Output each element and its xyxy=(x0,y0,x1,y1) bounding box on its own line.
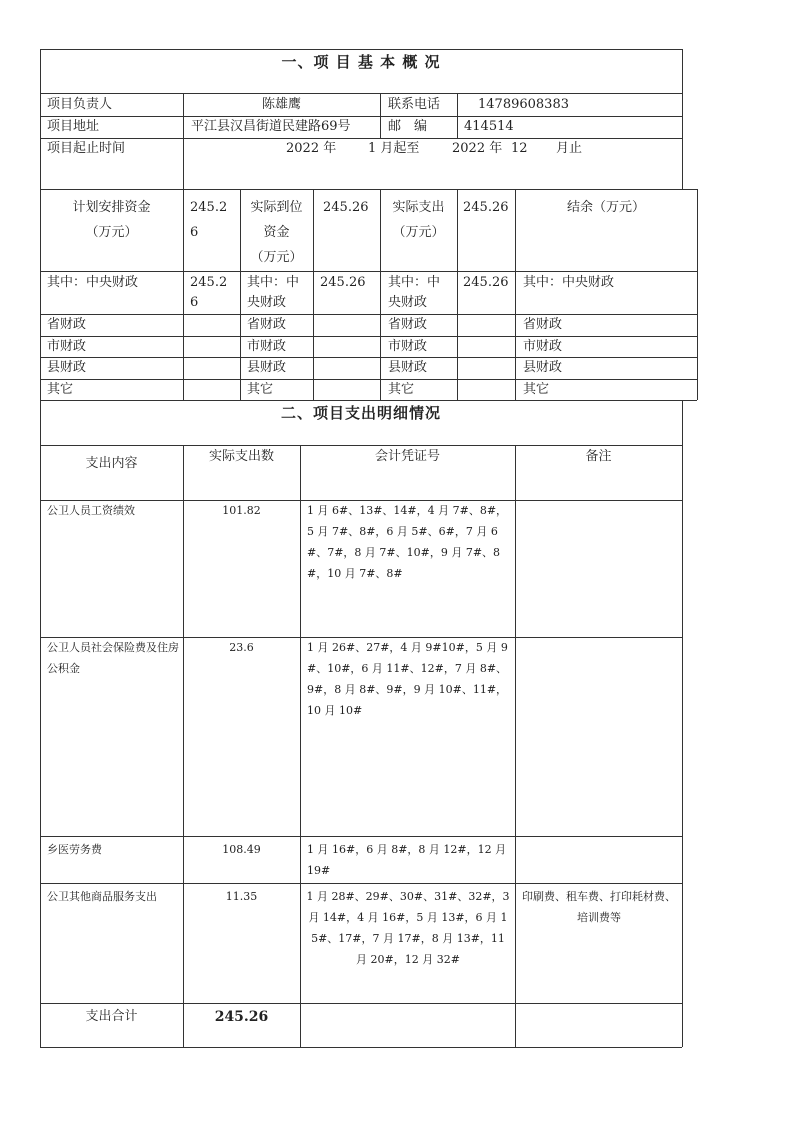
grid-line xyxy=(183,445,184,1047)
county-label-4: 县财政 xyxy=(523,360,563,375)
row-amount: 11.35 xyxy=(225,890,258,903)
address-value: 平江县汉昌街道民建路69号 xyxy=(191,119,351,134)
other-label-2: 其它 xyxy=(247,382,274,397)
central-actual-label-line1: 其中：中 xyxy=(247,275,300,290)
actual-value: 245.26 xyxy=(323,200,369,215)
grid-line xyxy=(40,93,682,94)
grid-line xyxy=(40,400,697,401)
grid-line xyxy=(40,445,682,446)
grid-line xyxy=(515,445,516,1047)
province-label-2: 省财政 xyxy=(247,317,287,332)
address-label: 项目地址 xyxy=(47,119,100,134)
grid-line xyxy=(40,379,697,380)
total-value: 245.26 xyxy=(214,1009,269,1025)
province-label-1: 省财政 xyxy=(47,317,87,332)
total-label: 支出合计 xyxy=(85,1009,138,1024)
grid-line xyxy=(183,189,184,400)
section1-title: 一、项 目 基 本 概 况 xyxy=(281,53,441,71)
actual-label-line3: （万元） xyxy=(250,250,303,265)
row-amount: 108.49 xyxy=(222,843,261,856)
period-end-suffix: 月止 xyxy=(556,141,583,156)
spent-value: 245.26 xyxy=(463,200,509,215)
grid-line xyxy=(380,189,381,400)
spent-label-line2: （万元） xyxy=(392,225,445,240)
central-label: 其中：中央财政 xyxy=(47,275,139,290)
row-amount: 101.82 xyxy=(222,504,261,517)
col-content-header: 支出内容 xyxy=(85,456,138,471)
grid-line xyxy=(40,189,697,190)
row-content: 乡医劳务费 xyxy=(47,843,102,856)
grid-line xyxy=(40,314,697,315)
planned-value-line2: 6 xyxy=(190,225,199,240)
row-amount: 23.6 xyxy=(229,641,254,654)
planned-label-line2: （万元） xyxy=(85,225,138,240)
period-start-month: 1 月起至 xyxy=(368,141,420,156)
col-note-header: 备注 xyxy=(585,449,612,464)
other-label-3: 其它 xyxy=(388,382,415,397)
grid-line xyxy=(515,189,516,400)
grid-line xyxy=(40,836,682,837)
row-content: 公卫其他商品服务支出 xyxy=(47,890,157,903)
grid-line xyxy=(40,49,682,50)
section2-title: 二、项目支出明细情况 xyxy=(280,404,441,422)
province-label-3: 省财政 xyxy=(388,317,428,332)
central-spent-label-line1: 其中：中 xyxy=(388,275,441,290)
postcode-value: 414514 xyxy=(464,119,514,134)
grid-line xyxy=(300,445,301,1047)
central-actual-value: 245.26 xyxy=(320,275,366,290)
planned-value-line1: 245.2 xyxy=(190,200,228,215)
grid-line xyxy=(40,1047,682,1048)
period-start-year: 2022 年 xyxy=(286,141,337,156)
row-content: 公卫人员社会保险费及住房公积金 xyxy=(47,641,179,675)
other-label-4: 其它 xyxy=(523,382,550,397)
central-planned-line1: 245.2 xyxy=(190,275,228,290)
city-label-2: 市财政 xyxy=(247,339,287,354)
period-end-month: 12 xyxy=(511,141,528,156)
grid-line xyxy=(40,138,682,139)
actual-label-line2: 资金 xyxy=(263,225,290,240)
spent-label-line1: 实际支出 xyxy=(392,200,445,215)
grid-line xyxy=(682,400,683,1047)
central-actual-label-line2: 央财政 xyxy=(247,295,287,310)
grid-line xyxy=(40,116,682,117)
grid-line xyxy=(380,93,381,138)
balance-label: 结余（万元） xyxy=(566,200,645,215)
city-label-1: 市财政 xyxy=(47,339,87,354)
grid-line xyxy=(40,357,697,358)
county-label-3: 县财政 xyxy=(388,360,428,375)
grid-line xyxy=(40,336,697,337)
row-voucher: 1 月 6#、13#、14#，4 月 7#、8#，5 月 7#、8#，6 月 5#、6#，7 月 6#、7#，8 月 7#、10#，9 月 7#、8#，10 月 7#、8# xyxy=(307,504,508,580)
row-note: 印刷费、租车费、打印耗材费、培训费等 xyxy=(522,890,676,924)
manager-label: 项目负责人 xyxy=(47,97,113,112)
county-label-2: 县财政 xyxy=(247,360,287,375)
row-voucher: 1 月 28#、29#、30#、31#、32#，3 月 14#，4 月 16#，5 月 13#，6 月 15#、17#，7 月 17#，8 月 13#，11 月 20#，12 月 32# xyxy=(306,890,510,966)
phone-label: 联系电话 xyxy=(388,97,441,112)
province-label-4: 省财政 xyxy=(523,317,563,332)
central-balance-label: 其中：中央财政 xyxy=(523,275,615,290)
other-label-1: 其它 xyxy=(47,382,74,397)
grid-line xyxy=(457,189,458,400)
period-end-year: 2022 年 xyxy=(452,141,503,156)
row-voucher: 1 月 26#、27#，4 月 9#10#，5 月 9#、10#，6 月 11#、12#，7 月 8#、9#，8 月 8#、9#，9 月 10#、11#，10 月 10# xyxy=(307,641,508,717)
grid-line xyxy=(40,1003,682,1004)
grid-line xyxy=(40,883,682,884)
grid-line xyxy=(697,189,698,400)
grid-line xyxy=(240,189,241,400)
grid-line xyxy=(313,189,314,400)
phone-value: 14789608383 xyxy=(478,97,569,112)
planned-label-line1: 计划安排资金 xyxy=(72,200,151,215)
central-spent-label-line2: 央财政 xyxy=(388,295,428,310)
period-label: 项目起止时间 xyxy=(47,141,126,156)
row-voucher: 1 月 16#，6 月 8#，8 月 12#，12 月 19# xyxy=(307,843,507,877)
manager-value: 陈雄鹰 xyxy=(261,97,301,112)
row-content: 公卫人员工资绩效 xyxy=(47,504,135,517)
central-planned-line2: 6 xyxy=(190,295,199,310)
city-label-4: 市财政 xyxy=(523,339,563,354)
grid-line xyxy=(40,271,697,272)
actual-label-line1: 实际到位 xyxy=(250,200,303,215)
central-spent-value: 245.26 xyxy=(463,275,509,290)
city-label-3: 市财政 xyxy=(388,339,428,354)
col-amount-header: 实际支出数 xyxy=(208,449,274,464)
postcode-label: 邮 编 xyxy=(388,119,428,134)
county-label-1: 县财政 xyxy=(47,360,87,375)
grid-line xyxy=(457,93,458,138)
col-voucher-header: 会计凭证号 xyxy=(374,449,440,464)
